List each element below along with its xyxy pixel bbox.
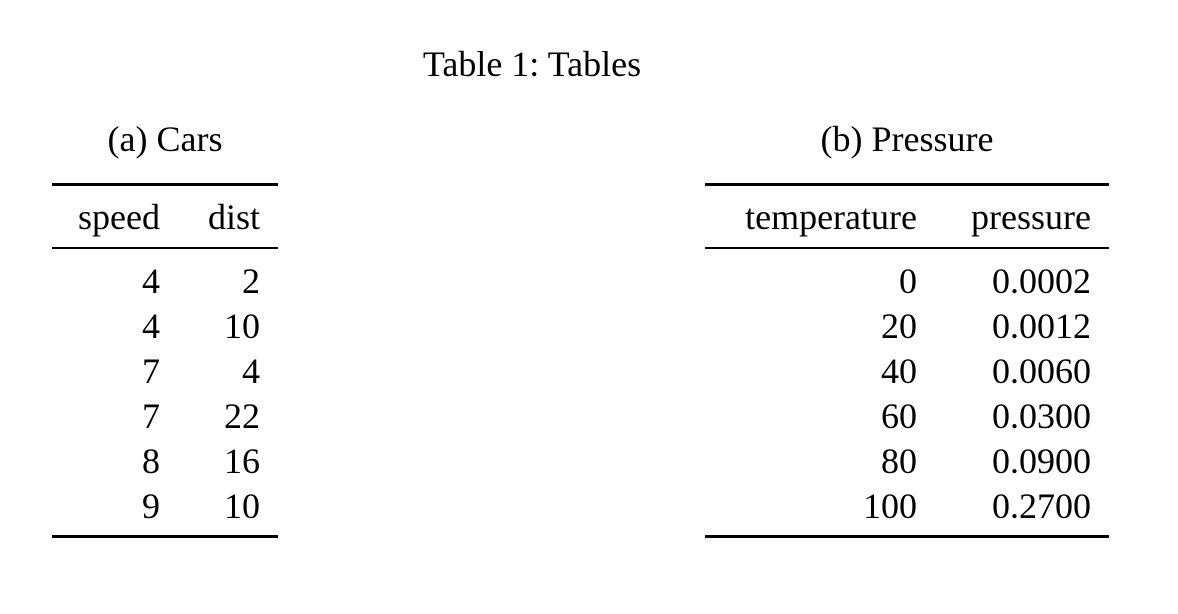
table-cell: 4 [142, 261, 160, 301]
table-cell: 0.0012 [992, 306, 1091, 346]
column-header-temperature: temperature [705, 185, 935, 249]
column-header-dist: dist [178, 185, 278, 249]
table-row [705, 439, 1109, 484]
table-cell: 10 [224, 306, 260, 346]
table-cell: 10 [224, 486, 260, 526]
table-header-row [52, 185, 278, 249]
column-header-pressure: pressure [935, 185, 1109, 249]
subtable-pressure-caption: (b) Pressure [820, 119, 994, 159]
table-cell: 9 [142, 486, 160, 526]
table-row [705, 394, 1109, 439]
table-row [705, 304, 1109, 349]
column-header-speed: speed [52, 185, 178, 249]
table-row [52, 349, 278, 394]
table-cell: 60 [881, 396, 917, 436]
subtable-pressure [705, 117, 1109, 538]
table-row [52, 439, 278, 484]
table-cell: 7 [142, 351, 160, 391]
cars-table [52, 183, 278, 538]
table-cell: 0.2700 [992, 486, 1091, 526]
table-header-row [705, 185, 1109, 249]
table-cell: 40 [881, 351, 917, 391]
table-row [52, 248, 278, 304]
table-cell: 100 [863, 486, 917, 526]
table-row [705, 349, 1109, 394]
subtable-cars [52, 117, 278, 538]
table-cell: 16 [224, 441, 260, 481]
table-cell: 7 [142, 396, 160, 436]
table-row [705, 248, 1109, 304]
table-cell: 22 [224, 396, 260, 436]
table-row [52, 484, 278, 537]
table-row [52, 394, 278, 439]
table-cell: 8 [142, 441, 160, 481]
table-cell: 4 [242, 351, 260, 391]
table-row [52, 304, 278, 349]
table-cell: 0.0900 [992, 441, 1091, 481]
table-cell: 80 [881, 441, 917, 481]
table-cell: 0.0002 [992, 261, 1091, 301]
table-row [705, 484, 1109, 537]
table-cell: 2 [242, 261, 260, 301]
subtable-cars-caption: (a) Cars [107, 119, 223, 159]
table-cell: 4 [142, 306, 160, 346]
table-cell: 0.0300 [992, 396, 1091, 436]
table-caption-title: Table 1: Tables [422, 44, 642, 84]
pressure-table [705, 183, 1109, 538]
table-cell: 0.0060 [992, 351, 1091, 391]
table-cell: 0 [899, 261, 917, 301]
table-cell: 20 [881, 306, 917, 346]
